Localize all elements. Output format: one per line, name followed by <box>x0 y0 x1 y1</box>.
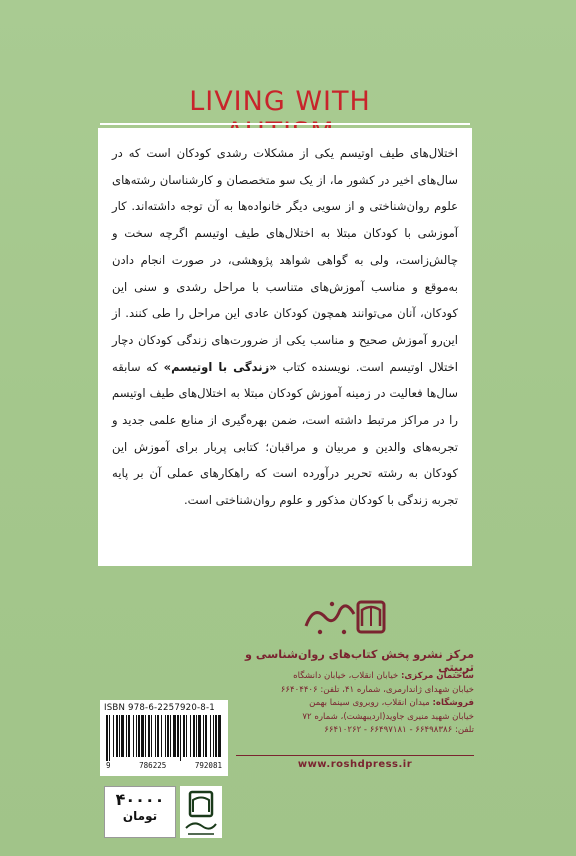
publisher-website: www.roshdpress.ir <box>297 759 413 770</box>
barcode-bar <box>116 715 118 757</box>
barcode-bar <box>170 715 171 757</box>
publisher-logo-icon <box>300 596 390 642</box>
hq-label: ساختمان مرکزی: <box>400 671 474 681</box>
price-unit: تومان <box>122 809 158 823</box>
blurb-book-title: «زندگی با اوتیسم» <box>163 359 277 374</box>
barcode-bar <box>119 715 120 757</box>
barcode-bar <box>180 715 181 761</box>
blurb-part-1: اختلال‌های طیف اوتیسم یکی از مشکلات رشدی کودکان است که در سال‌های اخیر در کشور ما، از یک سو متخصصان و کارشناسان رشته‌های علوم روان‌شناختی و از سویی دیگر خانواده‌ها به آن توجه داشته‌اند. کار آموزشی با کودکان مبتلا به اختلال‌های طیف اوتیسم اگرچه سخت و چالش‌زاست، ولی به گواهی شواهد پژوهشی، در صورت انجام دادن به‌موقع و مناسب آموزش‌های متناسب با مراحل رشدی و سنی این کودکان، آنان می‌توانند همچون کودکان عادی این مراحل را طی کنند. از این‌رو آموزش صحیح و مناسب یکی از ضرورت‌های زندگی کودکان دچار اختلال اوتیسم است. نویسنده کتاب <box>112 146 458 374</box>
barcode-bar <box>203 715 204 757</box>
store-line-1: فروشگاه: میدان انقلاب، روبروی سینما بهمن <box>309 698 474 709</box>
website-divider <box>236 755 474 756</box>
publisher-address <box>236 670 474 738</box>
price-value: ۴۰۰۰۰ <box>115 790 165 809</box>
cover-title: LIVING WITH <box>189 86 371 117</box>
barcode-icon <box>104 715 224 761</box>
barcode-bar <box>113 715 114 757</box>
isbn-barcode <box>100 700 228 776</box>
store-line-2: خیابان شهید منیری جاوید(اردیبهشت)، شماره ۷۲ <box>302 711 474 722</box>
barcode-bar <box>173 715 176 757</box>
distributor-logo-icon <box>180 786 222 838</box>
barcode-bar <box>138 715 140 757</box>
barcode-bar <box>128 715 130 757</box>
blurb-text <box>112 140 458 514</box>
barcode-bar <box>205 715 207 757</box>
barcode-bar <box>193 715 195 757</box>
barcode-bar <box>183 715 185 757</box>
barcode-bar <box>145 715 146 757</box>
barcode-bar <box>157 715 159 757</box>
hq-line-2: خیابان شهدای ژاندارمری، شماره ۴۱، تلفن: ۶۶۴۰۴۴۰۶ <box>280 684 474 695</box>
barcode-bar <box>121 715 124 757</box>
barcode-group-2: 792081 <box>194 761 222 770</box>
barcode-bar <box>141 715 144 757</box>
barcode-bar <box>215 715 217 757</box>
barcode-bar <box>210 715 211 757</box>
phone-numbers: تلفن: ۶۶۴۹۸۳۸۶ - ۶۶۴۹۷۱۸۱ - ۶۶۴۱۰۲۶۲ <box>324 725 474 736</box>
barcode-bar <box>198 715 201 757</box>
barcode-bar <box>155 715 156 757</box>
store-label: فروشگاه: <box>432 698 474 709</box>
barcode-bar <box>190 715 191 757</box>
barcode-bar <box>106 715 108 761</box>
barcode-bar <box>196 715 197 757</box>
isbn-number: ISBN 978-6-2257920-8-1 <box>104 703 215 713</box>
barcode-bar <box>161 715 162 757</box>
barcode-bar <box>186 715 187 757</box>
barcode-bar <box>109 715 110 761</box>
title-divider <box>100 123 470 125</box>
blurb-part-2: که سابقه سال‌ها فعالیت در زمینه آموزش کودکان مبتلا به اختلال‌های طیف اوتیسم را در مراکز مرتبط داشته است، ضمن بهره‌گیری از منابع علمی جدید و تجربه‌های والدین و مربیان و مراقبان؛ کتابی پربار برای آموزش این کودکان به رشته تحریر درآورده است که راهکارهای عملی آن بر پایه تجربه زندگی با کودکان مذکور و علوم روان‌شناختی است. <box>112 359 458 508</box>
barcode-bar <box>126 715 127 757</box>
blurb-panel <box>98 128 472 566</box>
barcode-digits <box>104 761 224 770</box>
barcode-bar <box>136 715 137 757</box>
barcode-bar <box>213 715 214 757</box>
barcode-bar <box>165 715 166 757</box>
barcode-bar <box>151 715 152 757</box>
barcode-digit-left: 9 <box>106 761 111 770</box>
barcode-bar <box>148 715 150 757</box>
publisher-name: مرکز نشرو پخش کتاب‌های روان‌شناسی و تربیتی <box>245 648 474 674</box>
hq-line-1: ساختمان مرکزی: خیابان انقلاب، خیابان دانشگاه <box>293 671 474 681</box>
barcode-group-1: 786225 <box>139 761 167 770</box>
barcode-bar <box>218 715 221 757</box>
price-tag <box>104 786 176 838</box>
barcode-bar <box>177 715 179 757</box>
barcode-bar <box>133 715 134 757</box>
barcode-bar <box>167 715 169 757</box>
